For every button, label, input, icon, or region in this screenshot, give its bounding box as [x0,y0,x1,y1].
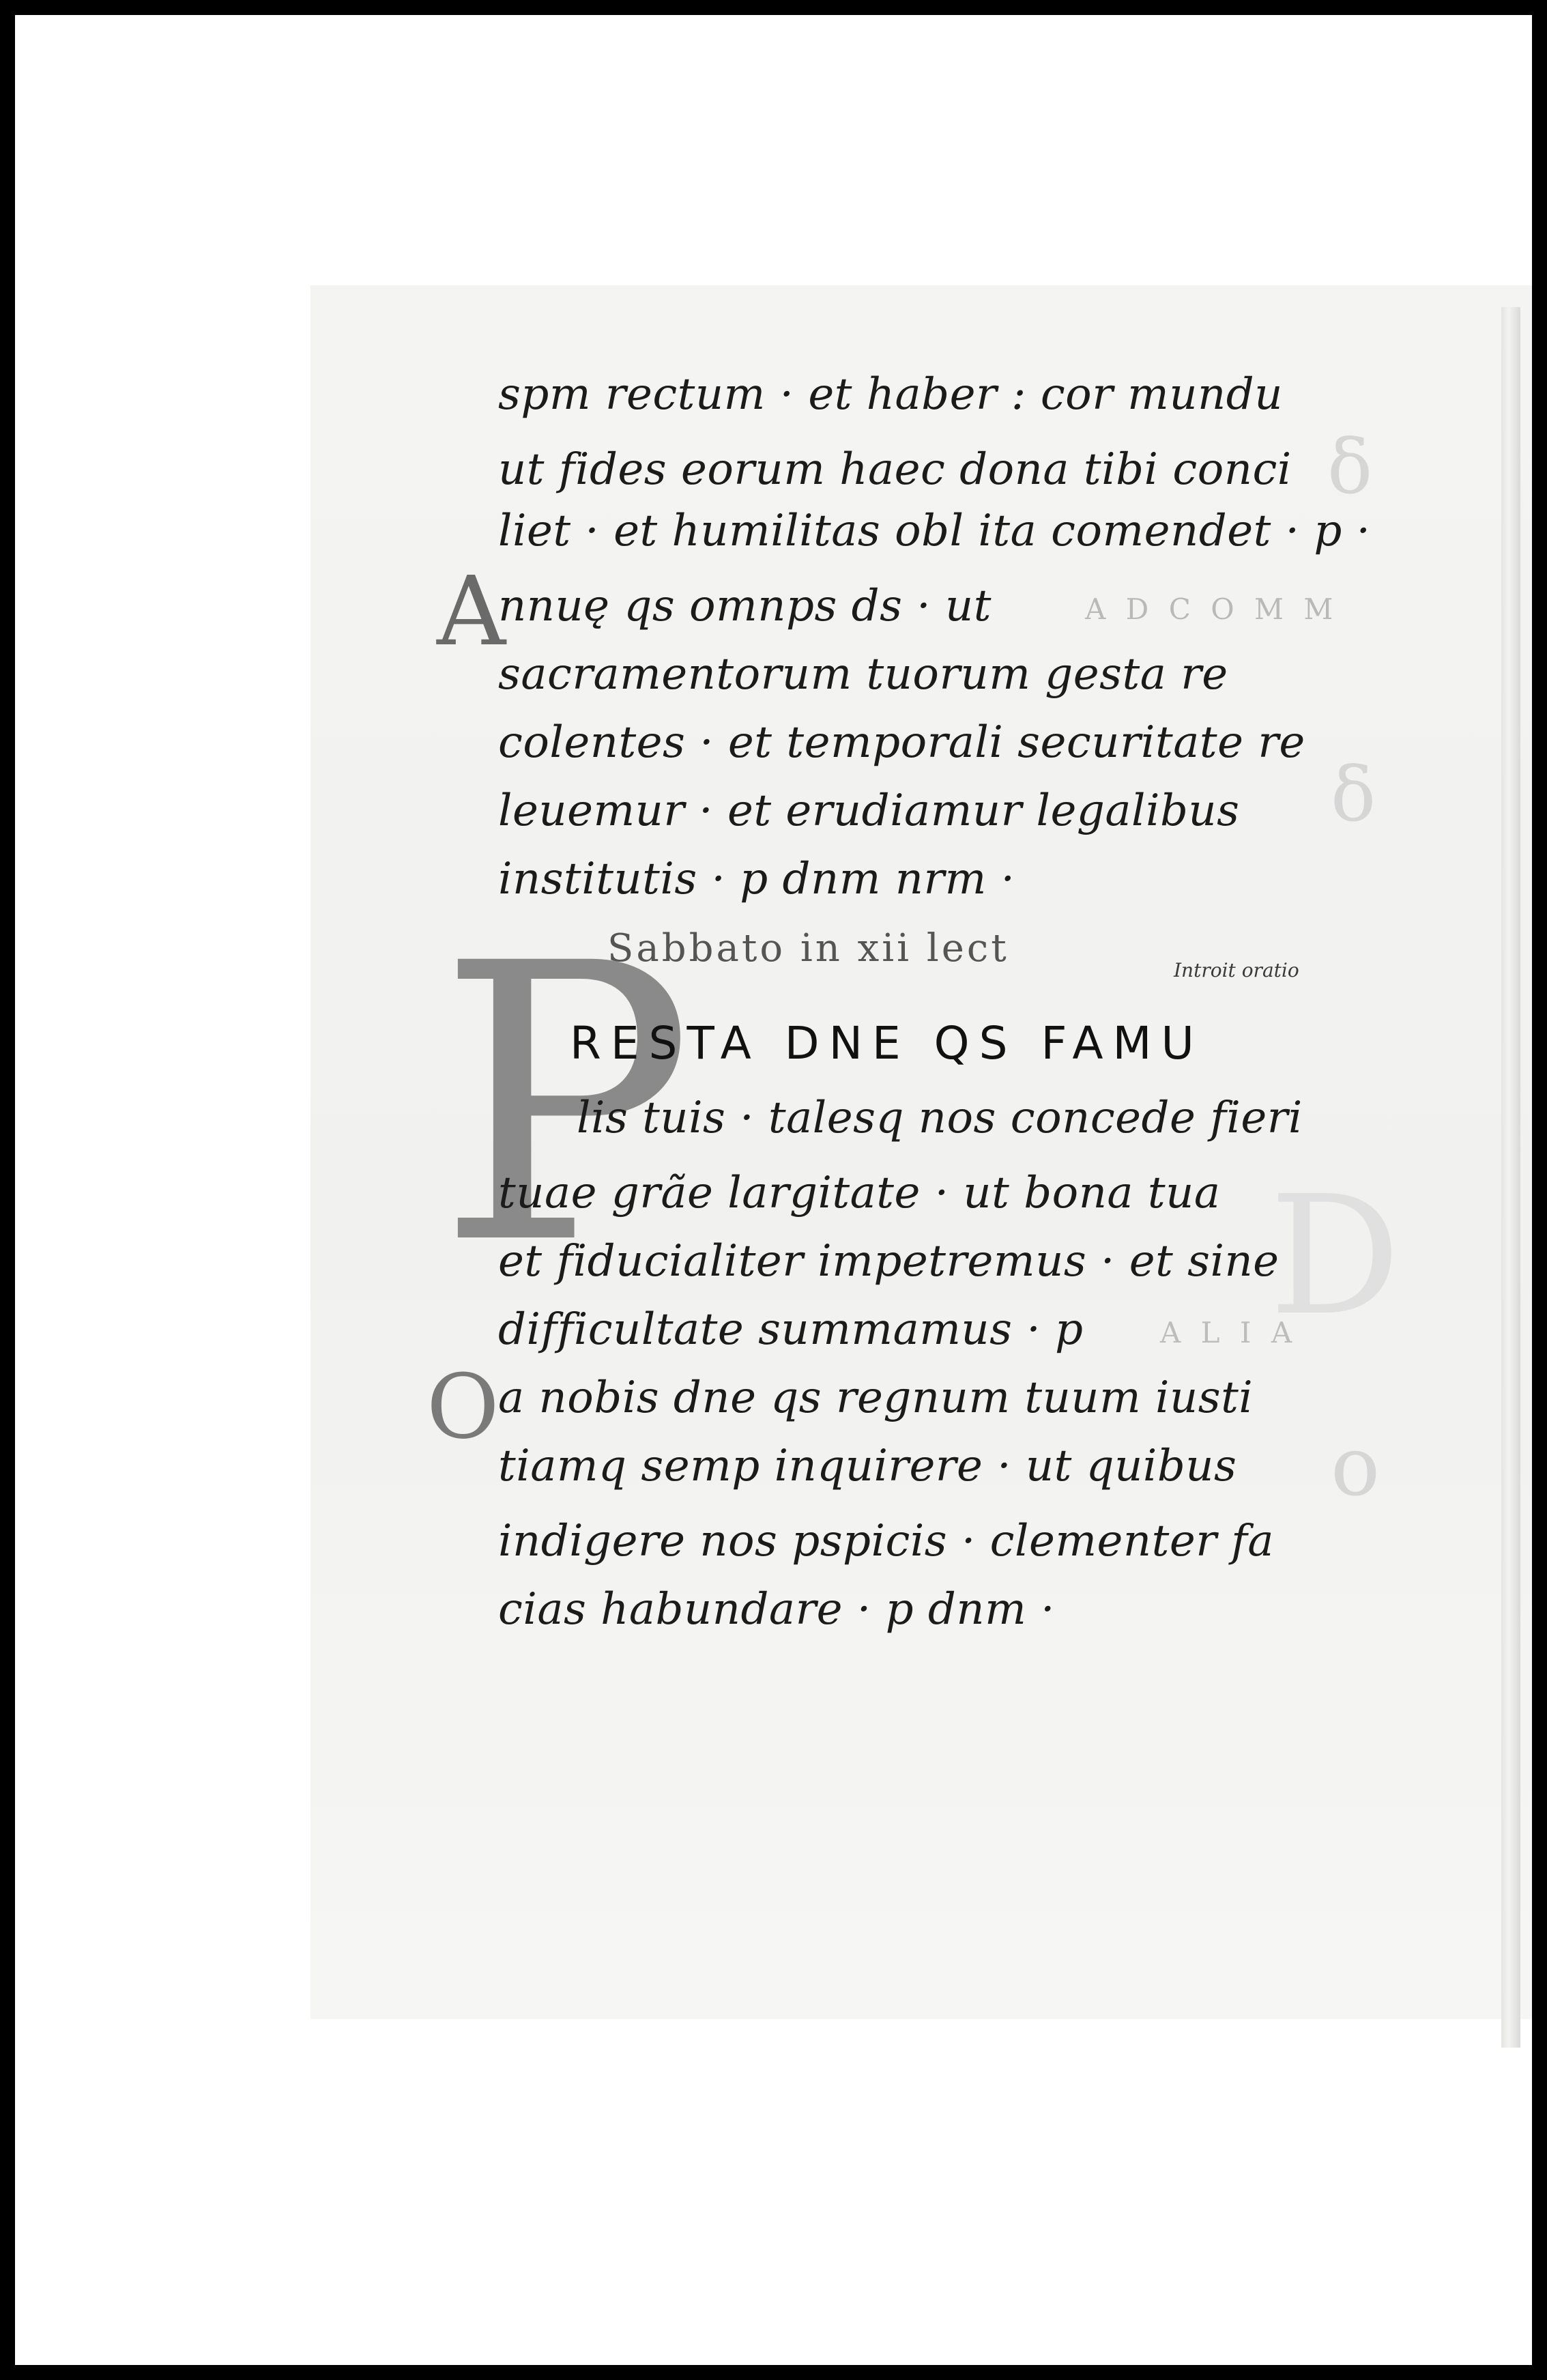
leaf-edge [1501,307,1520,2048]
text-line-5: sacramentorum tuorum gesta re [498,649,1228,700]
capital-line: RESTA DNE QS FAMU [570,1017,1204,1070]
text-line-2: ut fides eorum haec dona tibi conci [498,444,1292,495]
faded-alia: A L I A [1160,1316,1298,1349]
text-line-11: et fiducialiter impetremus · et sine [498,1236,1279,1287]
initial-o: O [426,1355,500,1459]
text-line-16: cias habundare · p dnm · [498,1584,1055,1635]
text-line-4: nnuę qs omnps ds · ut [498,581,992,631]
text-line-7: leuemur · et erudiamur legalibus [498,786,1240,836]
show-through-mark: δ [1331,751,1376,838]
text-line-14: tiamq semp inquirere · ut quibus [498,1441,1237,1491]
rubric-heading: Sabbato in xii lect [607,926,1009,971]
interlinear-gloss: Introit oratio [1174,959,1299,981]
faded-margin-text: A D C O M M [1085,592,1339,626]
text-line-1: spm rectum · et haber : cor mundu [498,369,1283,420]
text-line-15: indigere nos pspicis · clementer fa [498,1516,1274,1566]
text-line-9: lis tuis · talesq nos concede fieri [577,1093,1303,1143]
text-line-6: colentes · et temporali securitate re [498,717,1305,768]
show-through-mark: D [1269,1160,1401,1351]
show-through-mark: o [1331,1420,1380,1515]
text-line-10: tuae grãe largitate · ut bona tua [498,1168,1221,1218]
initial-p: P [437,883,694,1328]
text-line-12: difficultate summamus · p [498,1304,1084,1355]
text-line-8: institutis · p dnm nrm · [498,854,1015,904]
text-line-3: liet · et humilitas obl ita comendet · p · [498,506,1371,556]
show-through-mark: δ [1327,423,1373,511]
initial-a: A [437,556,506,668]
text-line-13: a nobis dne qs regnum tuum iusti [498,1373,1254,1423]
